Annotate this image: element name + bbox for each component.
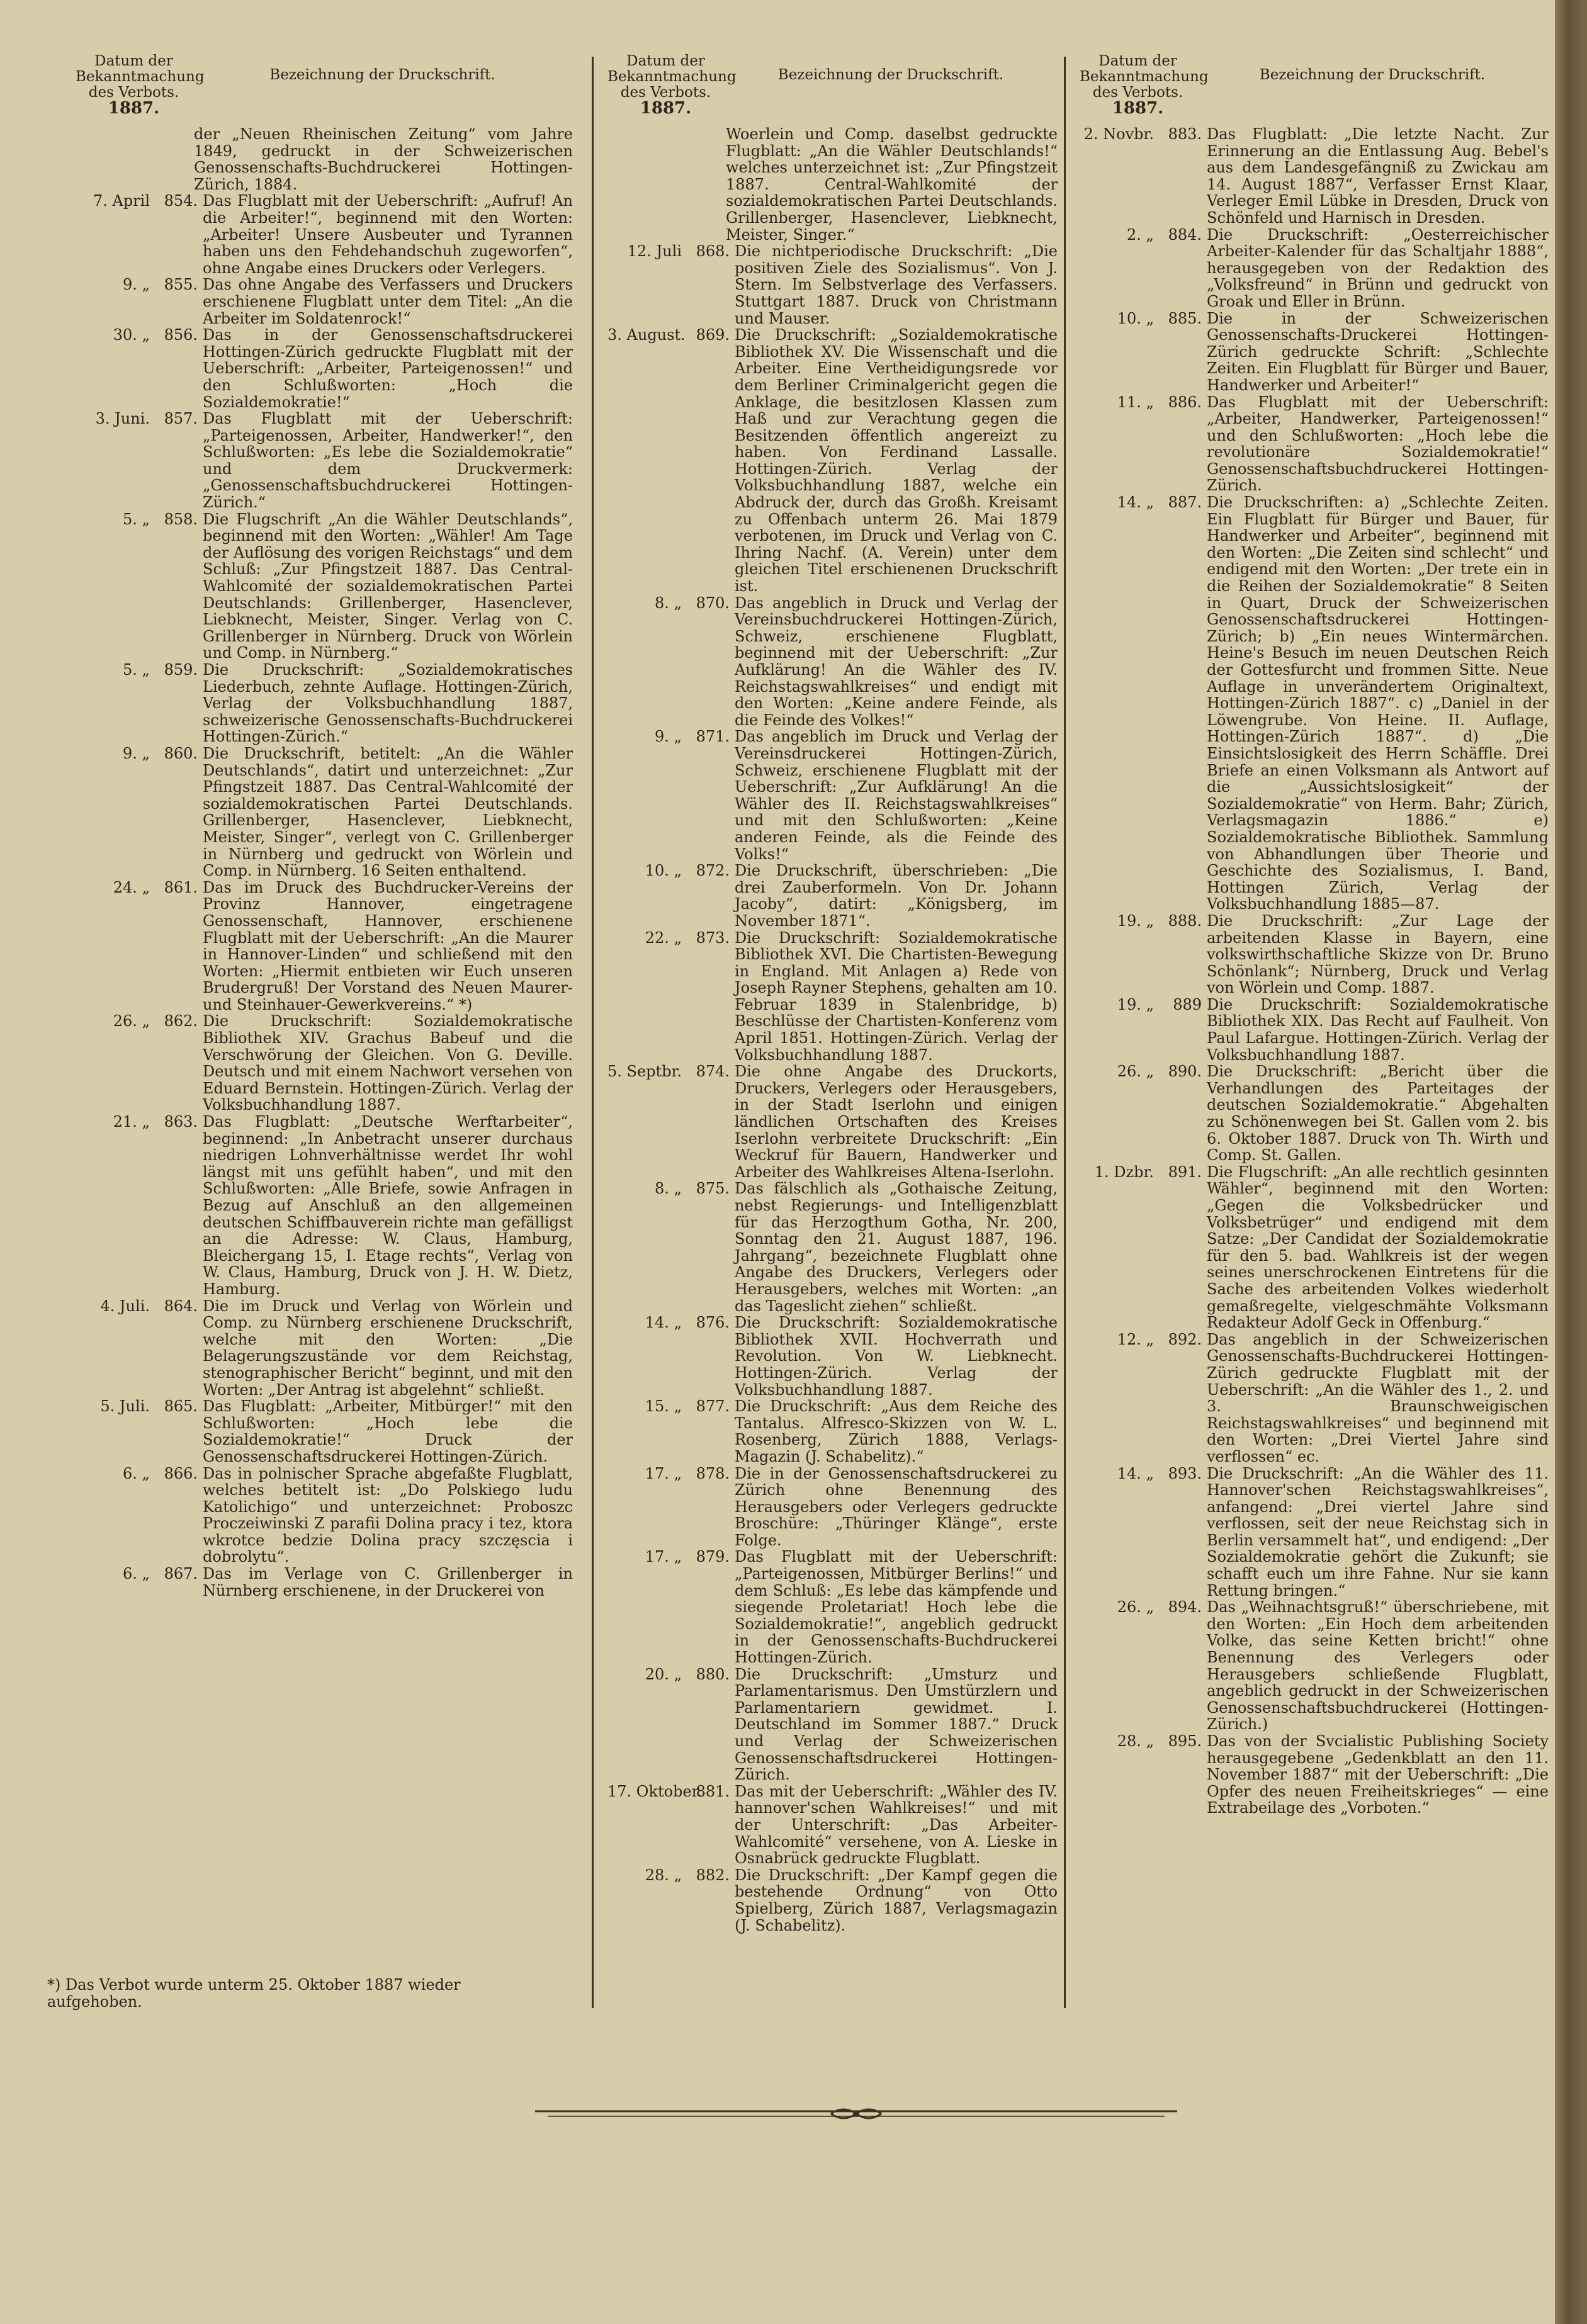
footnote: *) Das Verbot wurde unterm 25. Oktober 1887 wieder aufgehoben. <box>47 1976 461 2011</box>
list-item <box>76 879 573 1013</box>
entry-text: Das Flugblatt: „Arbeiter, Mitbürger!“ mit den Schlußworten: „Hoch lebe die Sozialdemokratie!“ Druck der Genossenschaftsdruckerei Hottingen-Zürich. <box>203 1397 573 1465</box>
list-item <box>607 862 1058 929</box>
entry-date: 12. „ <box>1117 1330 1154 1348</box>
entry-number: 872. <box>696 862 730 880</box>
column-header <box>1080 54 1549 126</box>
entry-number: 855. <box>164 276 198 294</box>
entry-text: Das fälschlich als „Gothaische Zeitung, nebst Regierungs- und Intelligenzblatt für das Herzogthum Gotha, Nr. 200, Sonntag den 21. August 1887, 196. Jahrgang“, bezeichnete Flugblatt ohne Angabe des Druckers, Verlegers oder Herausgebers, welches mit Worten: „an das Tageslicht ziehen“ schließt. <box>735 1180 1058 1315</box>
entry-date: 3. Juni. <box>95 410 150 428</box>
entry-number: 883. <box>1168 125 1202 143</box>
continued-text: der „Neuen Rheinischen Zeitung“ vom Jahre 1849, gedruckt in der Schweizerischen Genossenschafts-Buchdruckerei Hottingen-Zürich, 1884. <box>194 125 573 193</box>
entry-text: Die Druckschrift: „Der Kampf gegen die bestehende Ordnung“ von Otto Spielberg, Zürich 1887, Verlagsmagazin (J. Schabelitz). <box>735 1866 1058 1934</box>
entry-number: 881. <box>696 1782 730 1800</box>
entry-number: 895. <box>1168 1732 1202 1750</box>
entry-text: Die in der Genossenschaftsdruckerei zu Zürich ohne Benennung des Herausgebers oder Verlegers gedruckte Broschüre: „Thüringer Klänge“, erste Folge. <box>735 1464 1058 1549</box>
entry-date: 8. „ <box>655 594 682 612</box>
entry-date: 6. „ <box>123 1464 150 1482</box>
continued-text: Woerlein und Comp. daselbst gedruckte Flugblatt: „An die Wähler Deutschlands!“ welches unterzeichnet ist: „Zur Pfingstzeit 1887. Central-Wahlkomité der sozialdemokratischen Partei Deutschlands. Grillenberger, Hasenclever, Liebknecht, Meister, Singer.“ <box>726 125 1058 244</box>
entry-number: 867. <box>164 1565 198 1583</box>
entry-text: Das Flugblatt mit der Ueberschrift: „Aufruf! An die Arbeiter!“, beginnend mit den Worten: „Arbeiter! Unsere Ausbeuter und Tyrannen haben uns den Fehdehandschuh zugeworfen“, ohne Angabe eines Druckers oder Verlegers. <box>203 192 573 277</box>
list-item <box>1080 227 1549 310</box>
entry-text: Das Flugblatt: „Deutsche Werftarbeiter“, beginnend: „In Anbetracht unserer durchaus niedrigen Lohnverhältnisse werdet Ihr wohl längst mit uns gefühlt haben“, und mit den Schlußworten: „Alle Briefe, sowie Anfragen in Bezug auf Anschluß an den allgemeinen deutschen Schiffbauverein richte man gefälligst an die Adresse: W. Claus, Hamburg, Bleichergang 15, I. Etage rechts“, Verlag von W. Claus, Hamburg, Druck von J. H. W. Dietz, Hamburg. <box>203 1113 573 1298</box>
column-divider <box>1064 57 1066 2008</box>
entry-number: 875. <box>696 1180 730 1198</box>
year-label: 1887. <box>108 99 160 118</box>
entry-number: 862. <box>164 1012 198 1030</box>
list-item <box>1080 1331 1549 1465</box>
list-item <box>76 1298 573 1399</box>
list-item <box>76 1013 573 1114</box>
entry-date: 10. „ <box>645 862 682 880</box>
entry-number: 882. <box>696 1866 730 1884</box>
entry-date: 8. „ <box>655 1180 682 1198</box>
entry-date: 9. „ <box>655 728 682 746</box>
entry-number: 859. <box>164 661 198 679</box>
entry-text: Die Druckschrift: „Aus dem Reiche des Tantalus. Alfresco-Skizzen von W. L. Rosenberg, Zürich 1888, Verlags-Magazin (J. Schabelitz).“ <box>735 1397 1058 1465</box>
list-item <box>76 276 573 327</box>
list-item <box>76 193 573 276</box>
ornamental-rule <box>535 2102 1177 2128</box>
entry-date: 26. „ <box>113 1012 150 1030</box>
entry-date: 17. Oktober. <box>607 1782 703 1800</box>
date-header-label: Datum der Bekanntmachung des Verbots. <box>607 53 737 101</box>
entry-number: 864. <box>164 1297 198 1315</box>
list-item <box>1080 996 1549 1063</box>
list-item <box>607 595 1058 729</box>
date-column-header <box>607 53 737 118</box>
list-item <box>607 327 1058 595</box>
entry-number: 888. <box>1168 911 1202 930</box>
list-item <box>607 1063 1058 1180</box>
list-item <box>76 1114 573 1298</box>
list-item <box>1080 126 1549 227</box>
list-item <box>1080 494 1549 913</box>
entry-number: 870. <box>696 594 730 612</box>
entry-text: Die Druckschrift: „Zur Lage der arbeitenden Klasse in Bayern, eine volkswirthschaftliche Skizze von Dr. Bruno Schönlank“; Nürnberg, Druck und Verlag von Wörlein und Comp. 1887. <box>1207 911 1549 997</box>
list-item <box>76 1398 573 1465</box>
entry-text: Das Flugblatt mit der Ueberschrift: „Parteigenossen, Arbeiter, Handwerker!“, den Schlußworten: „Es lebe die Sozialdemokratie“ und dem Druckvermerk: „Genossenschaftsbuchdruckerei Hottingen-Zürich.“ <box>203 410 573 512</box>
entry-date: 17. „ <box>645 1548 682 1566</box>
entry-date: 14. „ <box>645 1314 682 1332</box>
list-item <box>76 327 573 410</box>
entry-date: 19. „ <box>1117 995 1154 1013</box>
entry-text: Das im Druck des Buchdrucker-Vereins der Provinz Hannover, eingetragene Genossenschaft, Hannover, erschienene Flugblatt mit der Ueberschrift: „An die Maurer in Hannover-Linden“ und schließend mit den Worten: „Hiermit entbieten wir Euch unseren Brudergruß! Der Vorstand des Neuen Maurer- und Steinhauer-Gewerkvereins.“ *) <box>203 878 573 1013</box>
column-divider <box>592 57 594 2008</box>
entry-date: 28. „ <box>645 1866 682 1884</box>
entry-text: Die in der Schweizerischen Genossenschafts-Druckerei Hottingen-Zürich gedruckte Schrift: „Schlechte Zeiten. Ein Flugblatt für Bürger und Bauer, Handwerker und Arbeiter!“ <box>1207 309 1549 394</box>
entry-text: Die Druckschrift: Sozialdemokratische Bibliothek XVI. Die Chartisten-Bewegung in England. Mit Anlagen a) Rede von Joseph Rayner Stephens, gehalten am 10. Februar 1839 in Stalenbridge, b) Beschlüsse der Chartisten-Konferenz vom April 1851. Hottingen-Zürich. Verlag der Volksbuchhandlung 1887. <box>735 928 1058 1064</box>
list-item <box>607 1398 1058 1465</box>
entry-date: 10. „ <box>1117 309 1154 327</box>
entry-text: Das Flugblatt mit der Ueberschrift: „Arbeiter, Handwerker, Parteigenossen!“ und den Schlußworten: „Hoch lebe die revolutionäre Sozialdemokratie!“ Genossenschaftsbuchdruckerei Hottingen-Zürich. <box>1207 393 1549 495</box>
entry-text: Die Flugschrift: „An alle rechtlich gesinnten Wähler“, beginnend mit den Worten: „Gegen die Volksbedrücker und Volksbetrüger“ und endigend mit dem Satze: „Der Candidat der Sozialdemokratie für den 5. bad. Wahlkreis ist der wegen seines unerschrockenen Eintretens für die Sache des arbeitenden Volkes wiederholt gemaßregelte, vielgeschmähte Volksmann Redakteur Adolf Geck in Offenburg.“ <box>1207 1163 1549 1332</box>
entry-number: 865. <box>164 1397 198 1416</box>
entry-text: Die Druckschrift: „An die Wähler des 11. Hannover'schen Reichstagswahlkreises“, anfangend: „Drei viertel Jahre sind verflossen, seit der neue Reichstag sich in Berlin versammelt hat“, und endigend: „Der Sozialdemokratie gehört die Zukunft; sie schafft euch um ihre Fahne. Nur sie kann Rettung bringen.“ <box>1207 1464 1549 1599</box>
entry-date: 9. „ <box>123 276 150 294</box>
entry-list <box>1080 126 1549 1817</box>
entry-number: 891. <box>1168 1163 1202 1181</box>
entry-number: 890. <box>1168 1063 1202 1081</box>
entry-date: 19. „ <box>1117 911 1154 930</box>
entry-text: Das im Verlage von C. Grillenberger in Nürnberg erschienene, in der Druckerei von <box>203 1565 573 1599</box>
list-item <box>607 1666 1058 1783</box>
entry-date: 4. Juli. <box>100 1297 150 1315</box>
entry-date: 12. Juli <box>627 242 682 261</box>
entry-date: 5. Septbr. <box>607 1063 682 1081</box>
entry-number: 876. <box>696 1314 730 1332</box>
list-item <box>607 1783 1058 1867</box>
entry-text: Die Druckschrift: Sozialdemokratische Bibliothek XVII. Hochverrath und Revolution. Von W. Liebknecht. Hottingen-Zürich. Verlag der Volksbuchhandlung 1887. <box>735 1314 1058 1399</box>
title-column-header: Bezeichnung der Druckschrift. <box>777 67 1004 83</box>
entry-date: 3. August. <box>607 326 686 344</box>
entry-date: 21. „ <box>113 1113 150 1131</box>
column-2 <box>607 54 1058 1934</box>
entry-text: Die Flugschrift „An die Wähler Deutschlands“, beginnend mit den Worten: „Wähler! Am Tage der Auflösung des vorigen Reichstags“ und dem Schluß: „Zur Pfingstzeit 1887. Das Central-Wahlcomité der sozialdemokratischen Partei Deutschlands: Grillenberger, Hasenclever, Liebknecht, Meister, Singer. Verlag von C. Grillenberger in Nürnberg. Druck von Wörlein und Comp. in Nürnberg.“ <box>203 510 573 662</box>
entry-number: 856. <box>164 326 198 344</box>
entry-number: 854. <box>164 192 198 210</box>
entry-number: 894. <box>1168 1598 1202 1616</box>
entry-number: 860. <box>164 744 198 762</box>
entry-date: 24. „ <box>113 878 150 896</box>
entry-date: 14. „ <box>1117 1464 1154 1482</box>
entry-text: Die Druckschrift: Sozialdemokratische Bibliothek XIX. Das Recht auf Faulheit. Von Paul Lafargue. Hottingen-Zürich. Verlag der Volksbuchhandlung 1887. <box>1207 995 1549 1064</box>
entry-text: Das angeblich in Druck und Verlag der Vereinsbuchdruckerei Hottingen-Zürich, Schweiz, erschienene Flugblatt, beginnend mit der Ueberschrift: „Zur Aufklärung! An die Wähler des IV. Reichstagswahlkreises“ und endigt mit den Worten: „Keine andere Feinde, als die Feinde des Volkes!“ <box>735 594 1058 729</box>
entry-date: 9. „ <box>123 744 150 762</box>
entry-number: 861. <box>164 878 198 896</box>
entry-date: 2. Novbr. <box>1083 125 1154 143</box>
entry-text: Das ohne Angabe des Verfassers und Druckers erschienene Flugblatt unter dem Titel: „An die Arbeiter im Soldatenrock!“ <box>203 276 573 327</box>
entry-number: 874. <box>696 1063 730 1081</box>
entry-text: Die Druckschrift: „Sozialdemokratisches Liederbuch, zehnte Auflage. Hottingen-Zürich, Verlag der Volksbuchhandlung 1887, schweizerische Genossenschafts-Buchdruckerei Hottingen-Zürich.“ <box>203 661 573 746</box>
entry-text: Die Druckschrift: „Umsturz und Parlamentarismus. Den Umstürzlern und Parlamentariern gewidmet. I. Deutschland im Sommer 1887.“ Druck und Verlag der Schweizerischen Genossenschaftsdruckerei Hottingen-Zürich. <box>735 1665 1058 1784</box>
entry-text: Die Druckschrift: „Sozialdemokratische Bibliothek XV. Die Wissenschaft und die Arbeiter. Eine Vertheidigungsrede vor dem Berliner Criminalgericht gegen die Anklage, die besitzlosen Klassen zum Haß und zur Verachtung gegen die Besitzenden öffentlich angereizt zu haben. Von Ferdinand Lassalle. Hottingen-Zürich. Verlag der Volksbuchhandlung 1887, welche ein Abdruck der, durch das Großh. Kreisamt zu Offenbach unterm 26. Mai 1879 verbotenen, im Druck und Verlag von C. Ihring Nachf. (A. Verein) unter dem gleichen Titel erschienenen Druckschrift ist. <box>735 326 1058 595</box>
entry-number: 863. <box>164 1113 198 1131</box>
entry-text: Das in der Genossenschaftsdruckerei Hottingen-Zürich gedruckte Flugblatt mit der Ueberschrift: „Arbeiter, Parteigenossen!“ und den Schlußworten: „Hoch die Sozialdemokratie!“ <box>203 326 573 411</box>
entry-number: 880. <box>696 1665 730 1683</box>
date-header-label: Datum der Bekanntmachung des Verbots. <box>76 53 205 101</box>
entry-date: 15. „ <box>645 1397 682 1416</box>
entry-date: 30. „ <box>113 326 150 344</box>
entry-number: 869. <box>696 326 730 344</box>
entry-date: 6. „ <box>123 1565 150 1583</box>
list-item <box>76 1465 573 1566</box>
entry-text: Das angeblich im Druck und Verlag der Vereinsdruckerei Hottingen-Zürich, Schweiz, erschienene Flugblatt mit der Ueberschrift: „Zur Aufklärung! An die Wähler des II. Reichstagswahlkreises“ und mit den Schlußworten: „Keine anderen Feinde, als die Feinde des Volks!“ <box>735 728 1058 863</box>
entry-date: 22. „ <box>645 928 682 947</box>
entry-number: 887. <box>1168 494 1202 512</box>
date-column-header <box>76 53 205 118</box>
list-item <box>1080 1599 1549 1733</box>
entry-text: Das in polnischer Sprache abgefaßte Flugblatt, welches betitelt ist: „Do Polskiego ludu Katolichigo“ und unterzeichnet: Proboszc Proczeiwinski Z parafii Dolina pracy i tez, ktora wkrotce bedzie Dolina pracy szczęscia i dobrolytu“. <box>203 1464 573 1566</box>
entry-date: 17. „ <box>645 1464 682 1482</box>
title-column-header: Bezeichnung der Druckschrift. <box>1259 67 1486 83</box>
entry-text: Die ohne Angabe des Druckorts, Druckers, Verlegers oder Herausgebers, in der Stadt Iserlohn und einigen ländlichen Ortschaften des Kreises Iserlohn verbreitete Druckschrift: „Ein Weckruf für Bauern, Handwerker und Arbeiter des Wahlkreises Altena-Iserlohn. <box>735 1063 1058 1181</box>
entry-text: Die Druckschriften: a) „Schlechte Zeiten. Ein Flugblatt für Bürger und Bauer, für Handwerker und Arbeiter“, beginnend mit den Worten: „Die Zeiten sind schlecht“ und endigend mit den Worten: „Der trete ein in die Reihen der Sozialdemokratie“ 8 Seiten in Quart, Druck der Schweizerischen Genossenschaftsdruckerei Hottingen-Zürich; b) „Ein neues Wintermärchen. Heine's Besuch im neuen Deutschen Reich der Gottesfurcht und frommen Sitte. Neue Auflage in unverändertem Originaltext, Hottingen-Zürich 1887“. c) „Daniel in der Löwengrube. Von Heine. II. Auflage, Hottingen-Zürich 1887“. d) „Die Einsichtslosigkeit des Herrn Schäffle. Drei Briefe an einen Volksmann als Antwort auf die „Aussichtslosigkeit“ der Sozialdemokratie“ von Herm. Bahr; Zürich, Verlagsmagazin 1886.“ e) Sozialdemokratische Bibliothek. Sammlung von Abhandlungen über Theorie und Geschichte des Sozialismus, I. Band, Hottingen Zürich, Verlag der Volksbuchhandlung 1885—87. <box>1207 494 1549 913</box>
entry-date: 2. „ <box>1127 225 1154 244</box>
entry-text: Das „Weihnachtsgruß!“ überschriebene, mit den Worten: „Ein Hoch dem arbeitenden Volke, das seine Ketten bricht!“ ohne Benennung des Verlegers oder Herausgebers schließende Flugblatt, angeblich gedruckt in der Schweizerischen Genossenschaftsbuchdruckerei (Hottingen-Zürich.) <box>1207 1598 1549 1734</box>
entry-number: 885. <box>1168 309 1202 327</box>
entry-text: Die Druckschrift: Sozialdemokratische Bibliothek XIV. Grachus Babeuf und die Verschwörung der Gleichen. Von G. Deville. Deutsch und mit einem Nachwort versehen von Eduard Bernstein. Hottingen-Zürich. Verlag der Volksbuchhandlung 1887. <box>203 1012 573 1114</box>
list-item <box>76 662 573 745</box>
list-item <box>1080 1465 1549 1599</box>
list-item <box>607 243 1058 327</box>
entry-date: 20. „ <box>645 1665 682 1683</box>
list-item <box>1080 394 1549 495</box>
entry-date: 5. „ <box>123 661 150 679</box>
entry-number: 866. <box>164 1464 198 1482</box>
entry-text: Die Druckschrift: „Oesterreichischer Arbeiter-Kalender für das Schaltjahr 1888“, herausgegeben von der Redaktion des „Volksfreund“ in Brünn und gedruckt von Groak und Eller in Brünn. <box>1207 225 1549 310</box>
title-column-header: Bezeichnung der Druckschrift. <box>269 67 495 83</box>
entry-text: Die Druckschrift, überschrieben: „Die drei Zauberformeln. Von Dr. Johann Jacoby“, datirt: „Königsberg, im November 1871“. <box>735 862 1058 930</box>
list-item <box>76 511 573 662</box>
column-1 <box>76 54 573 1599</box>
entry-number: 892. <box>1168 1330 1202 1348</box>
list-item <box>607 1867 1058 1934</box>
list-item <box>607 1180 1058 1314</box>
list-item <box>1080 1733 1549 1817</box>
date-column-header <box>1080 53 1209 118</box>
entry-date: 26. „ <box>1117 1598 1154 1616</box>
year-label: 1887. <box>640 99 692 118</box>
entry-date: 14. „ <box>1117 494 1154 512</box>
entry-number: 884. <box>1168 225 1202 244</box>
entry-text: Das mit der Ueberschrift: „Wähler des IV. hannover'schen Wahlkreises!“ und mit der Unterschrift: „Das Arbeiter-Wahlcomité“ versehene, von A. Lieske in Osnabrück gedruckte Flugblatt. <box>735 1782 1058 1868</box>
entry-number: 877. <box>696 1397 730 1416</box>
list-item <box>1080 1164 1549 1331</box>
entry-date: 5. Juli. <box>100 1397 150 1416</box>
list-item <box>1080 1063 1549 1164</box>
list-item <box>607 930 1058 1064</box>
entry-number: 857. <box>164 410 198 428</box>
entry-text: Die im Druck und Verlag von Wörlein und Comp. zu Nürnberg erschienene Druckschrift, welche mit den Worten: „Die Belagerungszustände vor dem Reichstag, stenographischer Bericht“ beginnt, und mit den Worten: „Der Antrag ist abgelehnt“ schließt. <box>203 1297 573 1399</box>
entry-date: 1. Dzbr. <box>1094 1163 1154 1181</box>
list-item <box>607 1465 1058 1549</box>
entry-text: Die nichtperiodische Druckschrift: „Die positiven Ziele des Sozialismus“. Von J. Stern. Im Selbstverlage des Verfassers. Stuttgart 1887. Druck von Christmann und Mauser. <box>735 242 1058 327</box>
list-item <box>76 410 573 511</box>
entry-number: 871. <box>696 728 730 746</box>
column-header <box>76 54 573 126</box>
entry-list <box>607 243 1058 1934</box>
list-item <box>607 1314 1058 1398</box>
date-header-label: Datum der Bekanntmachung des Verbots. <box>1080 53 1209 101</box>
entry-text: Das angeblich in der Schweizerischen Genossenschafts-Buchdruckerei Hottingen-Zürich gedruckte Flugblatt mit der Ueberschrift: „An die Wähler des 1., 2. und 3. Braunschweigischen Reichstagswahlkreises“ und beginnend mit den Worten: „Drei Viertel Jahre sind verflossen“ ec. <box>1207 1330 1549 1465</box>
entry-number: 858. <box>164 510 198 528</box>
entry-number: 893. <box>1168 1464 1202 1482</box>
entry-text: Das von der Svcialistic Publishing Society herausgegebene „Gedenkblatt an den 11. November 1887“ mit der Ueberschrift: „Die Opfer des neuen Freiheitskrieges“ — eine Extrabeilage des „Vorboten.“ <box>1207 1732 1549 1817</box>
entry-number: 879. <box>696 1548 730 1566</box>
column-header <box>607 54 1058 126</box>
entry-number: 878. <box>696 1464 730 1482</box>
entry-date: 11. „ <box>1117 393 1154 411</box>
entry-date: 26. „ <box>1117 1063 1154 1081</box>
list-item <box>76 745 573 879</box>
entry-date: 28. „ <box>1117 1732 1154 1750</box>
entry-date: 5. „ <box>123 510 150 528</box>
page-edge <box>1555 0 1587 2324</box>
entry-number: 873. <box>696 928 730 947</box>
entry-list <box>76 193 573 1599</box>
list-item <box>607 1548 1058 1666</box>
list-item <box>1080 913 1549 996</box>
entry-text: Das Flugblatt mit der Ueberschrift: „Parteigenossen, Mitbürger Berlins!“ und dem Schluß: „Es lebe das kämpfende und siegende Proletariat! Hoch lebe die Sozialdemokratie!“, angeblich gedruckt in der Genossenschafts-Buchdruckerei Hottingen-Zürich. <box>735 1548 1058 1667</box>
list-item <box>1080 310 1549 394</box>
entry-number: 886. <box>1168 393 1202 411</box>
column-3 <box>1080 54 1549 1817</box>
list-item <box>607 728 1058 862</box>
year-label: 1887. <box>1112 99 1164 118</box>
entry-text: Die Druckschrift: „Bericht über die Verhandlungen des Parteitages der deutschen Sozialdemokratie.“ Abgehalten zu Schönenwegen bei St. Gallen vom 2. bis 6. Oktober 1887. Druck von Th. Wirth und Comp. St. Gallen. <box>1207 1063 1549 1165</box>
entry-text: Die Druckschrift, betitelt: „An die Wähler Deutschlands“, datirt und unterzeichnet: „Zur Pfingstzeit 1887. Das Central-Wahlcomité der sozialdemokratischen Partei Deutschlands. Grillenberger, Hasenclever, Liebknecht, Meister, Singer“, verlegt von C. Grillenberger in Nürnberg und gedruckt von Wörlein und Comp. in Nürnberg. 16 Seiten enthaltend. <box>203 744 573 880</box>
entry-number: 889 <box>1173 995 1202 1013</box>
entry-text: Das Flugblatt: „Die letzte Nacht. Zur Erinnerung an die Entlassung Aug. Bebel's aus dem Landesgefängniß zu Zwickau am 14. August 1887“, Verfasser Ernst Klaar, Verleger Emil Lübke in Dresden, Druck von Schönfeld und Harnisch in Dresden. <box>1207 125 1549 227</box>
list-item <box>76 1565 573 1599</box>
entry-number: 868. <box>696 242 730 261</box>
entry-date: 7. April <box>93 192 150 210</box>
